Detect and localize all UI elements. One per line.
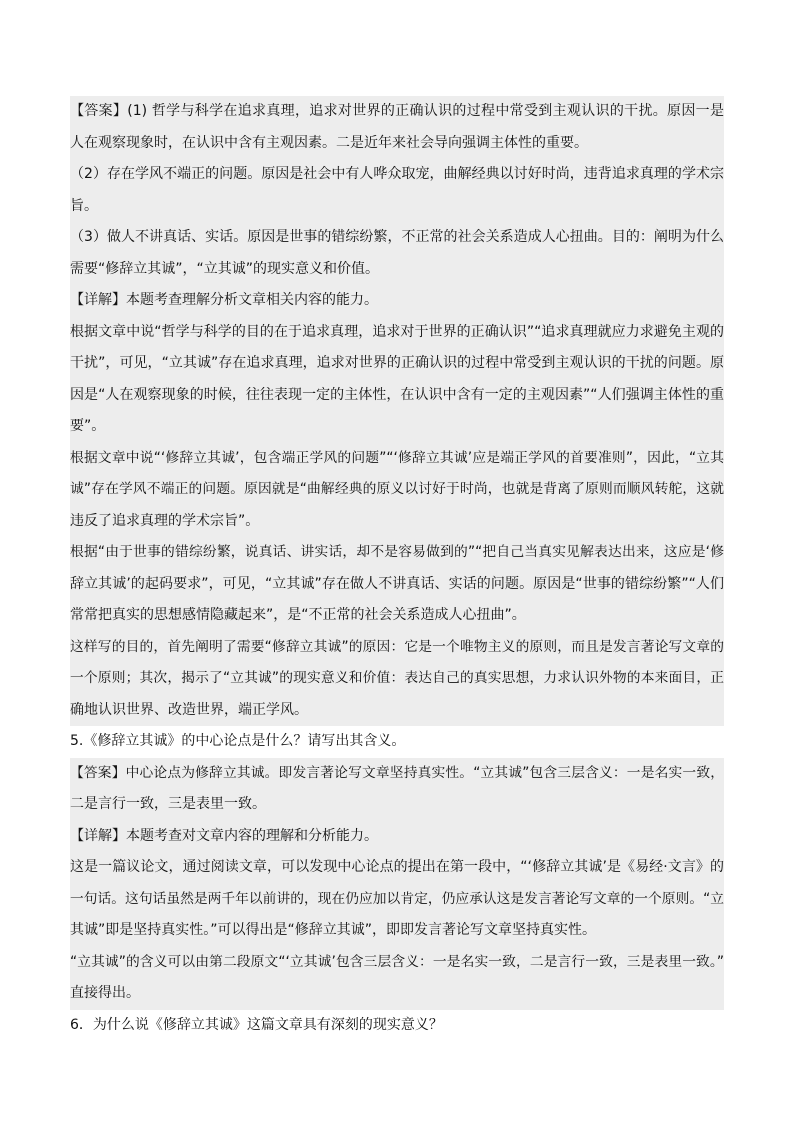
text-line: 【答案】(1) 哲学与科学在追求真理，追求对世界的正确认识的过程中常受到主观认识的干扰。原因一是: [70, 103, 724, 119]
text-line: 人在观察现象时，在认识中含有主观因素。二是近年来社会导向强调主体性的重要。: [70, 134, 588, 151]
text-line: 干扰”，可见，“立其诚”存在追求真理，追求对世界的正确认识的过程中常受到主观认识的干扰的问题。原: [70, 355, 724, 371]
text-line: 根据文章中说“‘修辞立其诚’，包含端正学风的问题”“‘修辞立其诚’应是端正学风的首要准则”，因此，“立其: [70, 449, 724, 466]
text-line: 【详解】本题考查对文章内容的理解和分析能力。: [70, 827, 378, 844]
text-line: 直接得出。: [70, 985, 140, 1001]
text-line: （2）存在学风不端正的问题。原因是社会中有人哗众取宠，曲解经典以讨好时尚，违背追求真理的学术宗: [70, 166, 724, 182]
text-line: 一个原则；其次，揭示了“立其诚”的现实意义和价值：表达自己的真实思想，力求认识外物的本来面目，正: [70, 670, 724, 686]
text-line: 要”。: [70, 418, 106, 434]
answer-block-5: [70, 758, 724, 1010]
text-line: 因是“人在观察现象的时候，往往表现一定的主体性，在认识中含有一定的主观因素”“人们强调主体性的重: [70, 386, 724, 403]
text-line: 旨。: [70, 197, 98, 214]
text-line: 【答案】中心论点为修辞立其诚。即发言著论写文章坚持真实性。“立其诚”包含三层含义：一是名实一致，: [70, 764, 724, 781]
text-line: 这样写的目的，首先阐明了需要“修辞立其诚”的原因：它是一个唯物主义的原则，而且是发言著论写文章的: [70, 638, 724, 655]
question-text: 5.《修辞立其诚》的中心论点是什么？请写出其含义。: [70, 733, 406, 749]
question-6: [70, 1010, 724, 1042]
text-line: 这是一篇议论文，通过阅读文章，可以发现中心论点的提出在第一段中，“‘修辞立其诚’是《易经·文言》的: [70, 859, 724, 875]
text-line: 其诚”即是坚持真实性。”可以得出是“修辞立其诚”，即即发言著论写文章坚持真实性。: [70, 922, 597, 938]
text-line: 确地认识世界、改造世界，端正学风。: [70, 701, 308, 718]
text-line: 诚”存在学风不端正的问题。原因就是“曲解经典的原义以讨好于时尚，也就是背离了原则而顺风转舵，这就: [70, 481, 724, 497]
question-5: [70, 726, 724, 758]
text-line: “立其诚”的含义可以由第二段原文“‘立其诚’包含三层含义：一是名实一致，二是言行一致，三是表里一致。”: [70, 953, 724, 970]
text-line: （3）做人不讲真话、实话。原因是世事的错综纷繁，不正常的社会关系造成人心扭曲。目的：阐明为什么: [70, 229, 724, 245]
text-line: 根据文章中说“哲学与科学的目的在于追求真理，追求对于世界的正确认识”“追求真理就应力求避免主观的: [70, 323, 724, 340]
text-line: 二是言行一致，三是表里一致。: [70, 796, 266, 812]
question-text: 6．为什么说《修辞立其诚》这篇文章具有深刻的现实意义？: [70, 1016, 443, 1033]
text-line: 常常把真实的思想感情隐藏起来”，是“不正常的社会关系造成人心扭曲”。: [70, 607, 526, 623]
text-line: 根据“由于世事的错综纷繁，说真话、讲实话，却不是容易做到的”“把自己当真实见解表达出来，这应是‘修: [70, 544, 724, 560]
text-line: 【详解】本题考查理解分析文章相关内容的能力。: [70, 292, 378, 308]
text-line: 需要“修辞立其诚”，“立其诚”的现实意义和价值。: [70, 260, 380, 277]
text-line: 一句话。这句话虽然是两千年以前讲的，现在仍应加以肯定，仍应承认这是发言著论写文章的一个原则。“立: [70, 890, 724, 907]
text-line: 违反了追求真理的学术宗旨”。: [70, 512, 260, 529]
answer-block-4: [70, 96, 724, 726]
text-line: 辞立其诚’的起码要求”，可见，“立其诚”存在做人不讲真话、实话的问题。原因是“世事的错综纷繁”“人们: [70, 575, 724, 592]
